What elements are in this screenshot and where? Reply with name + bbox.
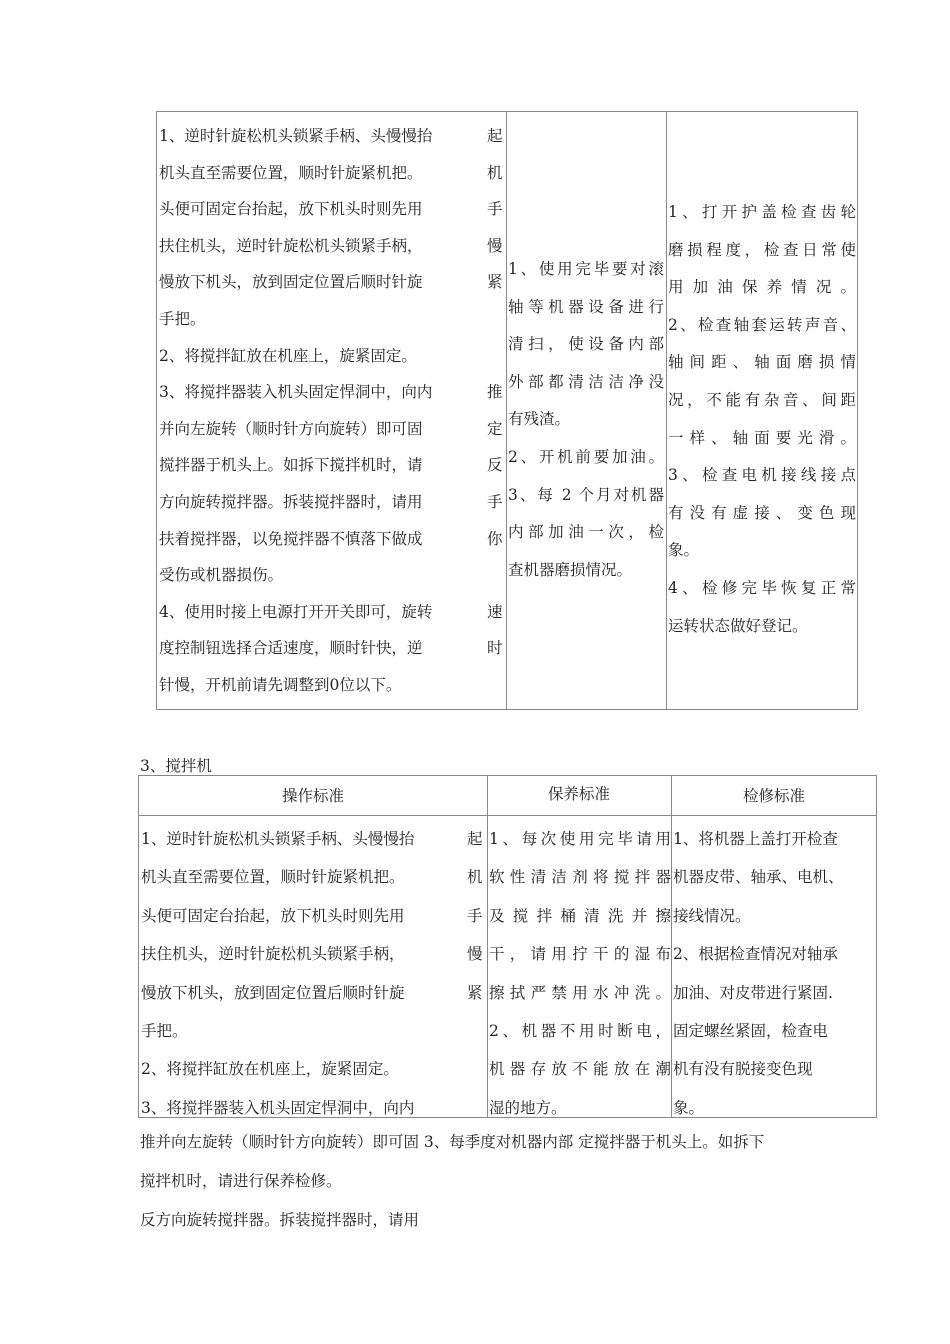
header-divider [139,815,876,816]
text-line: 速 [487,602,503,621]
text-line: 慢 [487,236,503,255]
text-line: 1、每次使用完毕请用 [489,830,671,848]
text-line: 4、检修完毕恢复正常 [668,579,856,597]
text-line: 起 [467,830,483,848]
maintenance-table-1 [156,111,858,710]
text-line: 推 [487,383,503,402]
text-line: 1、使用完毕要对滚 [508,260,664,278]
text-line: 紧 [487,273,503,292]
text-line: 3、将搅拌器装入机头固定悍洞中，向内 [159,383,433,402]
text-line: 象。 [673,1098,705,1117]
text-line: 软性清洁剂将搅拌器 [489,868,671,887]
text-line: 时 [487,639,503,658]
text-line: 内部加油一次，检 [508,523,664,542]
text-line: 3、将搅拌器装入机头固定悍洞中，向内 [141,1098,415,1117]
text-line: 反方向旋转搅拌器。拆装搅拌器时，请用 [140,1211,420,1229]
text-line: 轴间距、轴面磨损情 [668,353,856,372]
text-line: 2、机器不用时断电， [489,1022,671,1040]
text-line: 机器皮带、轴承、电机、 [673,868,844,887]
text-line: 运转状态做好登记。 [668,616,808,635]
text-line: 1、打开护盖检查齿轮 [668,203,856,221]
text-line: 轴等机器设备进行 [508,297,664,316]
text-line: 擦拭严禁用水冲洗。 [489,983,671,1002]
section-title: 3、搅拌机 [140,757,212,775]
column-divider [506,112,507,709]
text-line: 手把。 [159,310,206,328]
text-line: 清扫，使设备内部 [508,335,664,354]
text-line: 1、逆时针旋松机头锁紧手柄、头慢慢抬 [141,830,415,848]
text-line: 慢放下机头，放到固定位置后顺时针旋 [159,273,423,292]
text-line: 有没有虚接、变色现 [668,503,856,522]
text-line: 反 [487,456,503,475]
text-line: 固定螺丝紧固，检查电 [673,1022,829,1040]
column-divider [487,776,488,1117]
text-line: 推并向左旋转（顺时针方向旋转）即可固 3、每季度对机器内部 定搅拌器于机头上。如拆下 [140,1133,765,1151]
text-line: 头便可固定台抬起，放下机头时则先用 [141,906,405,925]
text-line: 起 [487,127,503,145]
text-line: 有残渣。 [508,410,571,429]
text-line: 针慢，开机前请先调整到0位以下。 [159,676,402,694]
text-line: 用加油保养情况。 [668,278,856,297]
text-line: 磨损程度，检查日常使 [668,240,856,259]
text-line: 3、检查电机接线接点 [668,466,856,485]
text-line: 象。 [668,541,700,560]
text-line: 及 搅 拌 桶 清 洗 并 擦 [489,906,671,925]
text-line: 1、将机器上盖打开检查 [673,830,838,848]
text-line: 你 [487,529,503,548]
text-line: 度控制钮选择合适速度，顺时针快，逆 [159,639,423,658]
text-line: 查机器磨损情况。 [508,560,633,579]
header-maintenance-standard: 保养标准 [547,785,610,803]
text-line: 机有没有脱接变色现 [673,1060,813,1079]
text-line: 2、根据检查情况对轴承 [673,945,838,964]
text-line: 方向旋转搅拌器。拆装搅拌器时，请用 [159,493,423,511]
text-line: 机 [467,868,483,887]
text-line: 外部都清洁洁净没 [508,372,664,391]
text-line: 接线情况。 [673,906,751,925]
text-line: 受伤或机器损伤。 [159,566,284,585]
text-line: 手把。 [141,1022,188,1040]
text-line: 机头直至需要位置，顺时针旋紧机把。 [159,163,423,182]
text-line: 扶着搅拌器，以免搅拌器不慎落下做成 [159,529,423,548]
text-line: 手 [487,493,503,511]
text-line: 况，不能有杂音、间距 [668,391,856,409]
text-line: 扶住机头，逆时针旋松机头锁紧手柄， [141,945,405,964]
text-line: 2、将搅拌缸放在机座上，旋紧固定。 [159,346,417,365]
maintenance-table-2 [138,775,877,1118]
text-line: 头便可固定台抬起，放下机头时则先用 [159,200,423,219]
text-line: 1、逆时针旋松机头锁紧手柄、头慢慢抬 [159,127,433,145]
column-divider [671,776,672,1117]
text-line: 湿的地方。 [489,1098,567,1117]
text-line: 慢 [467,945,483,964]
text-line: 定 [487,419,503,438]
header-repair-standard: 检修标准 [742,787,805,805]
header-operation-standard: 操作标准 [281,787,344,805]
text-line: 2、将搅拌缸放在机座上，旋紧固定。 [141,1060,399,1079]
text-line: 加油、对皮带进行紧固. [673,983,833,1002]
text-line: 干，请用拧干的湿布 [489,945,671,964]
text-line: 扶住机头，逆时针旋松机头锁紧手柄， [159,236,423,255]
text-line: 机器存放不能放在潮 [489,1060,671,1079]
text-line: 机 [487,163,503,182]
text-line: 4、使用时接上电源打开开关即可，旋转 [159,602,433,621]
text-line: 一样、轴面要光滑。 [668,428,856,447]
column-divider [666,112,667,709]
text-line: 2、检查轴套运转声音、 [668,315,856,334]
text-line: 2、开机前要加油。 [508,448,664,466]
text-line: 手 [467,906,483,925]
text-line: 慢放下机头，放到固定位置后顺时针旋 [141,983,405,1002]
text-line: 3、每 2 个月对机器 [508,485,664,504]
text-line: 紧 [467,983,483,1002]
text-line: 并向左旋转（顺时针方向旋转）即可固 [159,419,423,438]
text-line: 搅拌器于机头上。如拆下搅拌机时，请 [159,456,423,475]
text-line: 机头直至需要位置，顺时针旋紧机把。 [141,868,405,887]
text-line: 手 [487,200,503,219]
text-line: 搅拌机时，请进行保养检修。 [140,1172,342,1190]
